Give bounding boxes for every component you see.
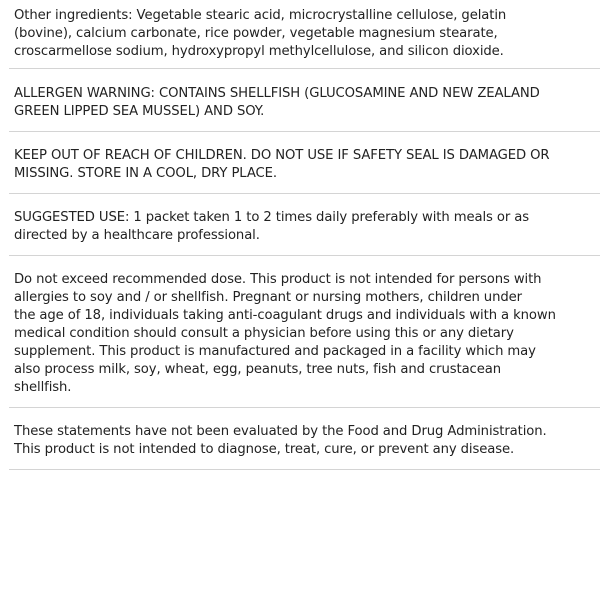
section-divider (9, 407, 600, 408)
section-divider (9, 193, 600, 194)
section-divider (9, 469, 600, 470)
allergen-warning-text: ALLERGEN WARNING: CONTAINS SHELLFISH (GLUCOSAMINE AND NEW ZEALAND GREEN LIPPED SEA MUSSEL) AND SOY. (14, 86, 540, 119)
fda-disclaimer-text: These statements have not been evaluated by the Food and Drug Administration. This product is not intended to diagnose, treat, cure, or prevent any disease. (14, 424, 547, 457)
storage-warning-text: KEEP OUT OF REACH OF CHILDREN. DO NOT USE IF SAFETY SEAL IS DAMAGED OR MISSING. STORE IN A COOL, DRY PLACE. (14, 148, 550, 181)
other-ingredients-text: Other ingredients: Vegetable stearic acid, microcrystalline cellulose, gelatin (bovine), calcium carbonate, rice powder, vegetable magnesium stearate, croscarmellose sodium, hydroxypropyl methylcellulose, and silicon dioxide. (14, 8, 507, 59)
section-divider (9, 68, 600, 69)
suggested-use-text: SUGGESTED USE: 1 packet taken 1 to 2 times daily preferably with meals or as directed by a healthcare professional. (14, 210, 530, 243)
section-divider (9, 131, 600, 132)
section-divider (9, 255, 600, 256)
dosage-caution-text: Do not exceed recommended dose. This product is not intended for persons with allergies to soy and / or shellfish. Pregnant or nursing mothers, children under the age of 18, individuals taking anti-coagulant drugs and individuals with a known medical condition should consult a physician before using this or any dietary supplement. This product is manufactured and packaged in a facility which may also process milk, soy, wheat, egg, peanuts, tree nuts, fish and crustacean shellfish. (14, 272, 556, 395)
